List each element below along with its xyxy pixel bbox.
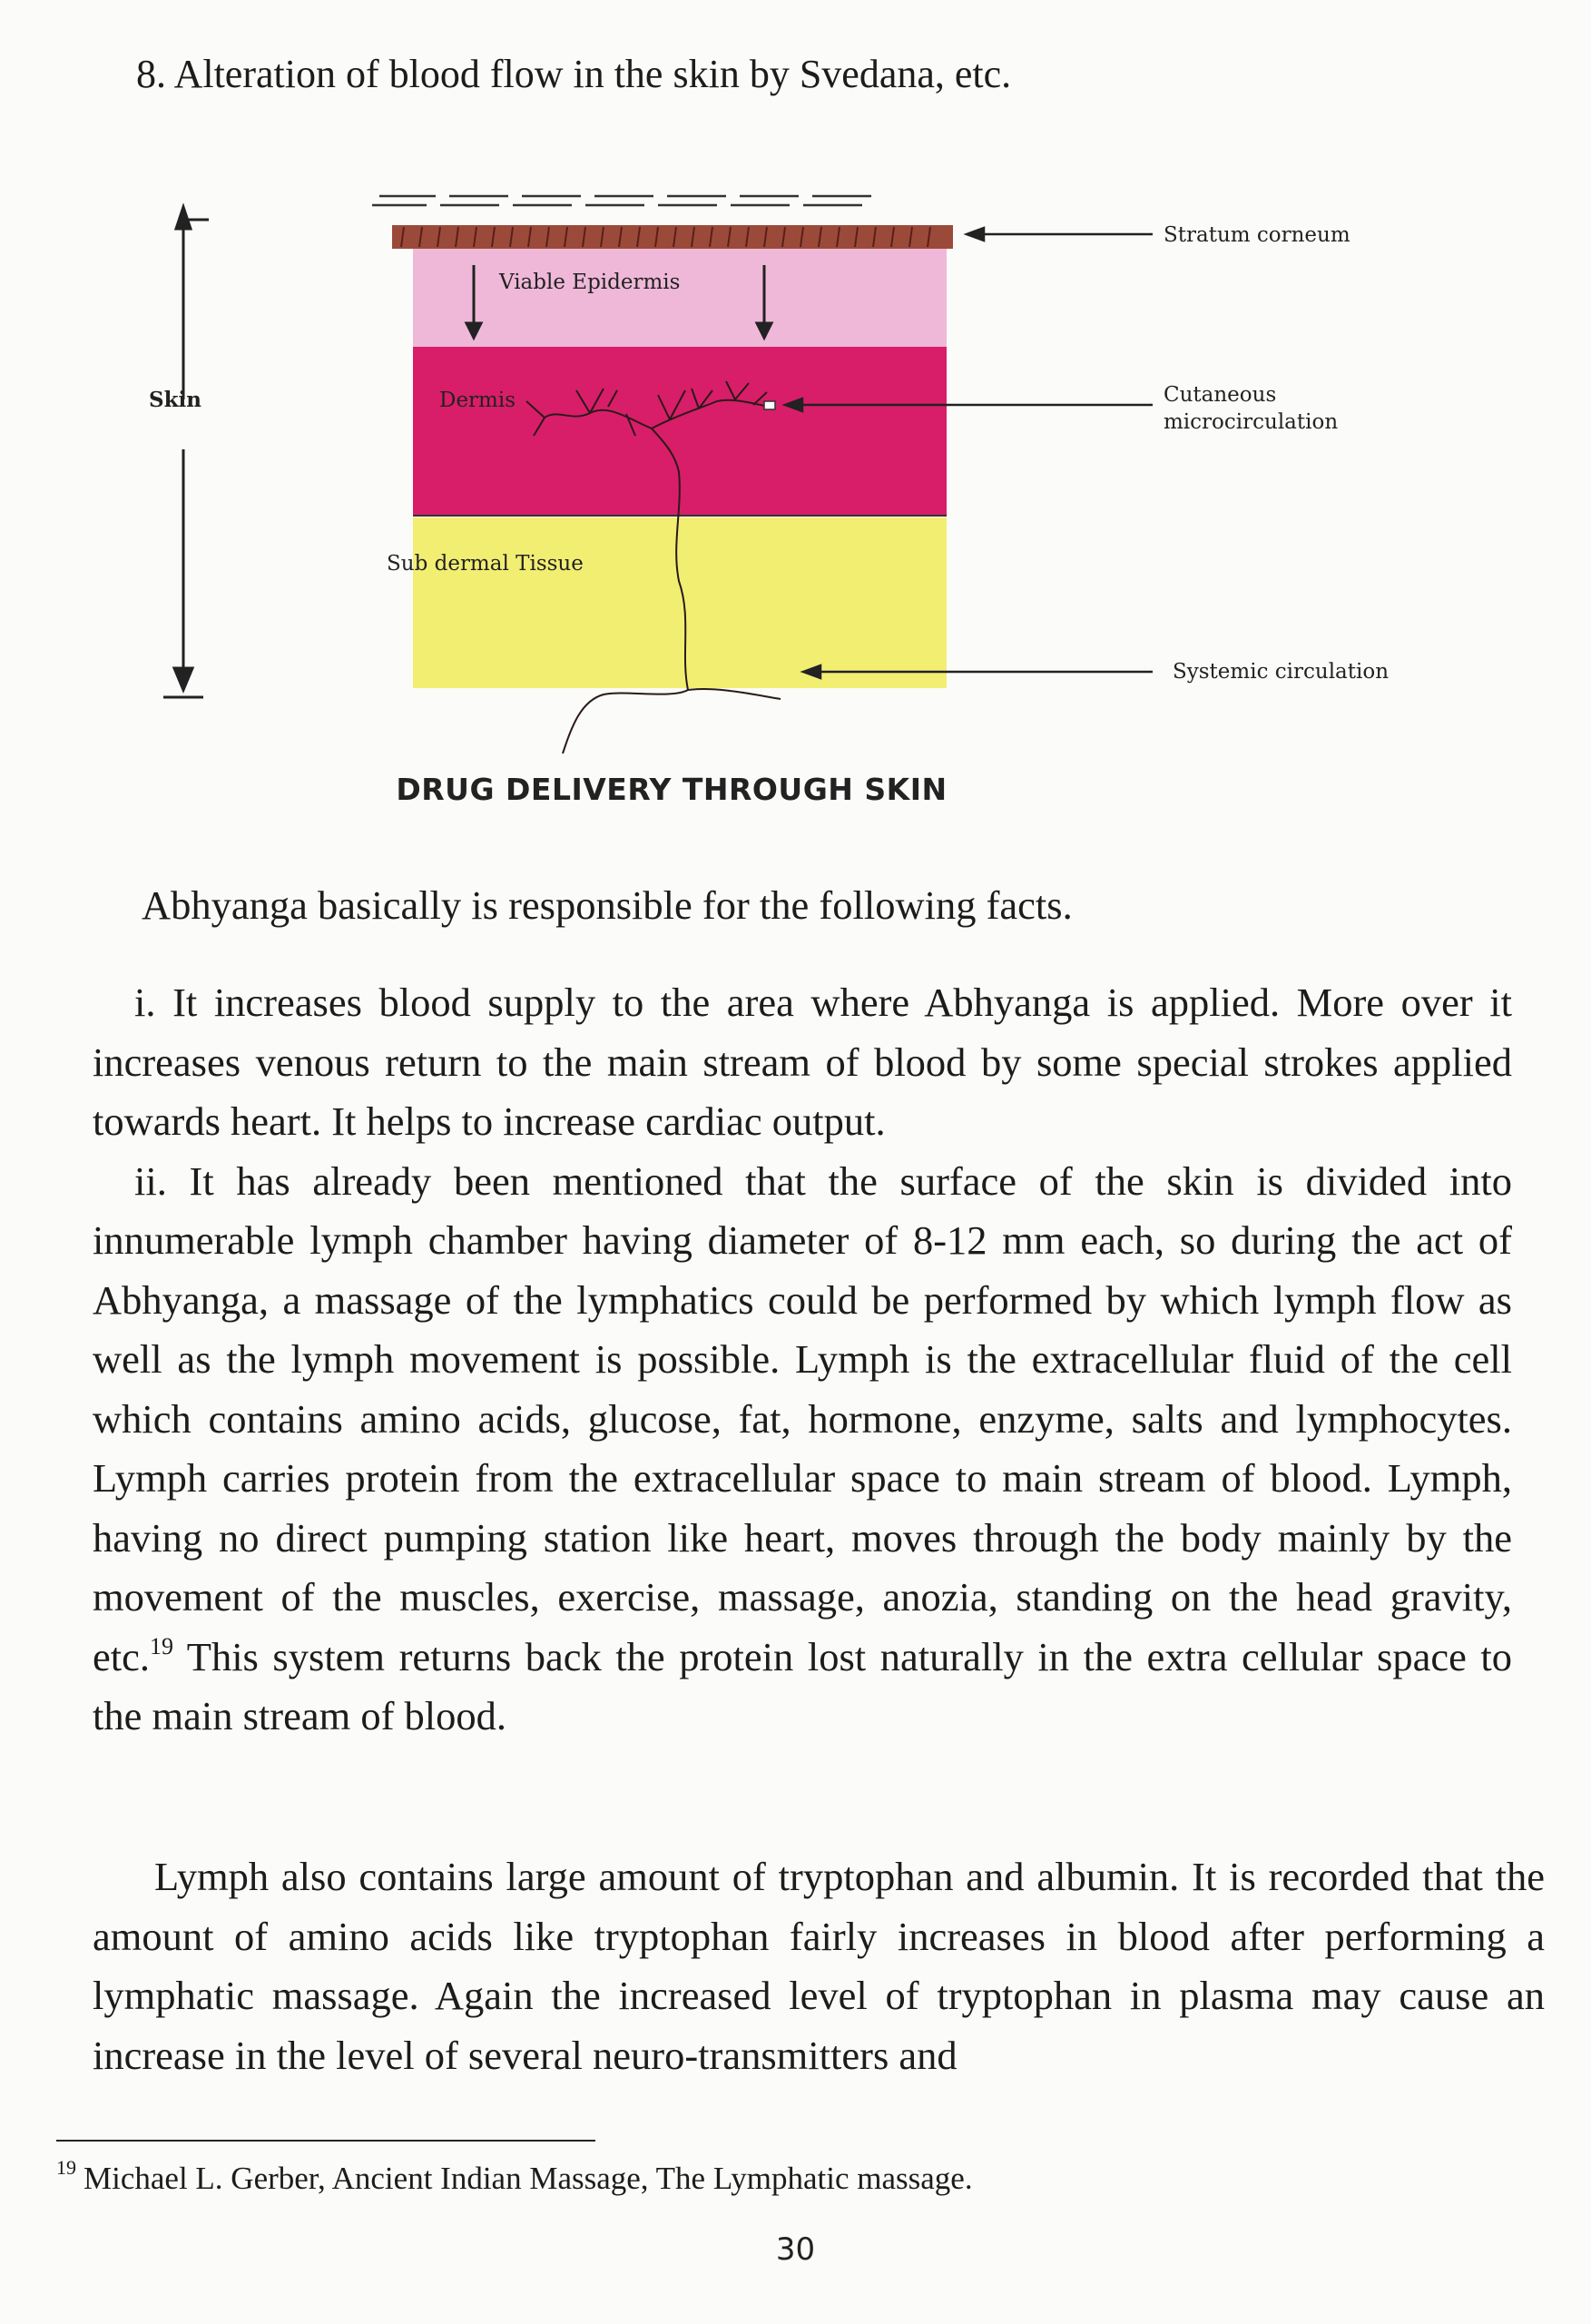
page-number: 30 [775, 2231, 816, 2268]
viable-epidermis-label: Viable Epidermis [499, 271, 681, 294]
list-item-text: ii. It has already been mentioned that the surface of the skin is divided into innumerable lymph chamber having diameter of 8-12 mm each, so during the act of Abhyanga, a massage of the lymphatics could be performed by which lymph flow as well as the lymph movement is possible. Lymph is the extracellular fluid of the cell which contains amino acids, glucose, fat, hormone, enzyme, salts and lymphocytes. Lymph carries protein from the extracellular space to main stream of blood. Lymph, having no direct pumping station like heart, moves through the body mainly by the movement of the muscles, exercise, massage, anozia, standing on the head gravity, etc. [93, 1157, 1512, 1679]
dermis-label: Dermis [439, 389, 516, 412]
cutaneous-label: Cutaneous [1164, 383, 1277, 407]
footnote [56, 2156, 973, 2197]
footnote-text: Michael L. Gerber, Ancient Indian Massage, The Lymphatic massage. [83, 2161, 973, 2196]
skin-diagram [149, 163, 1452, 781]
list-item-text-continued: This system returns back the protein lost naturally in the extra cellular space to the main stream of blood. [93, 1633, 1512, 1738]
list-item: i. It increases blood supply to the area where Abhyanga is applied. More over it increases venous return to the main stream of blood by some special strokes applied towards heart. It helps to increase cardiac output. [93, 980, 1512, 1144]
surface-dashes [372, 196, 871, 205]
paragraph-text: Lymph also contains large amount of tryptophan and albumin. It is recorded that the amount of amino acids like tryptophan fairly increases in blood after performing a lymphatic massage. Again the increased level of tryptophan in plasma may cause an increase in the level of several neuro-transmitters and [93, 1854, 1545, 2078]
systemic-circulation-label: Systemic circulation [1173, 660, 1390, 684]
sub-dermal-label: Sub dermal Tissue [387, 552, 584, 576]
stratum-corneum-label: Stratum corneum [1164, 223, 1350, 247]
section-heading: 8. Alteration of blood flow in the skin by Svedana, etc. [136, 52, 1012, 96]
footnote-number: 19 [56, 2156, 76, 2179]
list-item [93, 1152, 1512, 1747]
body-paragraph [93, 1847, 1545, 2085]
footnote-divider [56, 2140, 595, 2142]
viable-epidermis-layer [413, 249, 947, 347]
sub-dermal-layer [413, 517, 947, 688]
footnote-reference[interactable]: 19 [150, 1632, 173, 1659]
microcirculation-label: microcirculation [1164, 410, 1339, 434]
skin-label: Skin [149, 388, 202, 412]
figure-caption: DRUG DELIVERY THROUGH SKIN [396, 772, 948, 807]
intro-sentence: Abhyanga basically is responsible for the following facts. [142, 882, 1073, 928]
facts-list [93, 973, 1512, 1747]
skin-span-arrow [163, 207, 209, 697]
